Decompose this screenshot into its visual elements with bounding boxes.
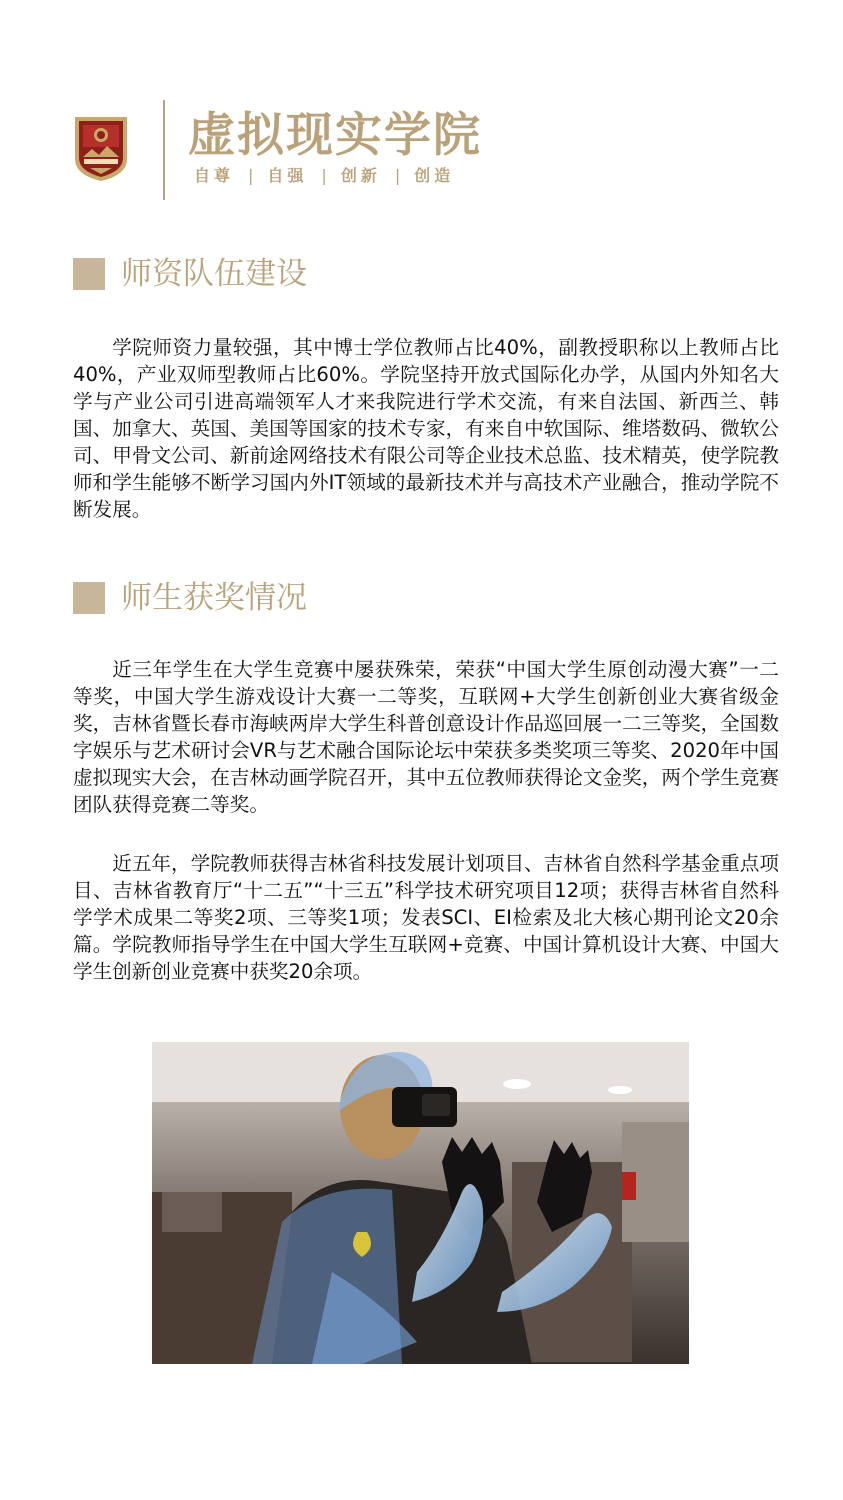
header-divider [163,100,165,200]
faculty-awards-paragraph: 近五年，学院教师获得吉林省科技发展计划项目、吉林省自然科学基金重点项目、吉林省教育厅“十二五”“十三五”科学技术研究项目12项；获得吉林省自然科学学术成果二等奖2项、三等奖1项；发表SCI、EI检索及北大核心期刊论文20余篇。学院教师指导学生在中国大学生互联网+竞赛、中国计算机设计大赛、中国大学生创新创业竞赛中获奖20余项。 [73,852,779,983]
motto-separator: | [394,166,401,185]
motto-word: 创新 [340,166,381,185]
vr-photo-illustration [152,1042,689,1364]
section-heading-label: 师生获奖情况 [121,580,307,616]
section-heading-label: 师资队伍建设 [121,256,307,292]
page-header [0,0,843,210]
motto-separator: | [321,166,327,185]
vr-photo [152,1042,689,1364]
motto-word: 自强 [267,166,308,185]
student-awards-paragraph: 近三年学生在大学生竞赛中屡获殊荣，荣获“中国大学生原创动漫大赛”一二等奖，中国大学生游戏设计大赛一二等奖，互联网+大学生创新创业大赛省级金奖，吉林省暨长春市海峡两岸大学生科普创意设计作品巡回展一二三等奖，全国数字娱乐与艺术研讨会VR与艺术融合国际论坛中荣获多类奖项三等奖、2020年中国虚拟现实大会，在吉林动画学院召开，其中五位教师获得论文金奖，两个学生竞赛团队获得竞赛二等奖。 [73,658,779,816]
faculty-paragraph: 学院师资力量较强，其中博士学位教师占比40%，副教授职称以上教师占比40%，产业双师型教师占比60%。学院坚持开放式国际化办学，从国内外知名大学与产业公司引进高端领军人才来我院进行学术交流，有来自法国、新西兰、韩国、加拿大、英国、美国等国家的技术专家，有来自中软国际、维塔数码、微软公司、甲骨文公司、新前途网络技术有限公司等企业技术总监、技术精英，使学院教师和学生能够不断学习国内外IT领域的最新技术并与高技术产业融合，推动学院不断发展。 [73,336,779,521]
section-marker [73,582,105,614]
college-crest-icon [72,113,130,183]
motto-word: 创造 [414,166,455,185]
section-marker [73,258,105,290]
college-title: 虚拟现实学院 [188,108,482,163]
college-motto [194,166,454,186]
motto-separator: | [248,166,254,185]
motto-word: 自尊 [194,166,235,185]
